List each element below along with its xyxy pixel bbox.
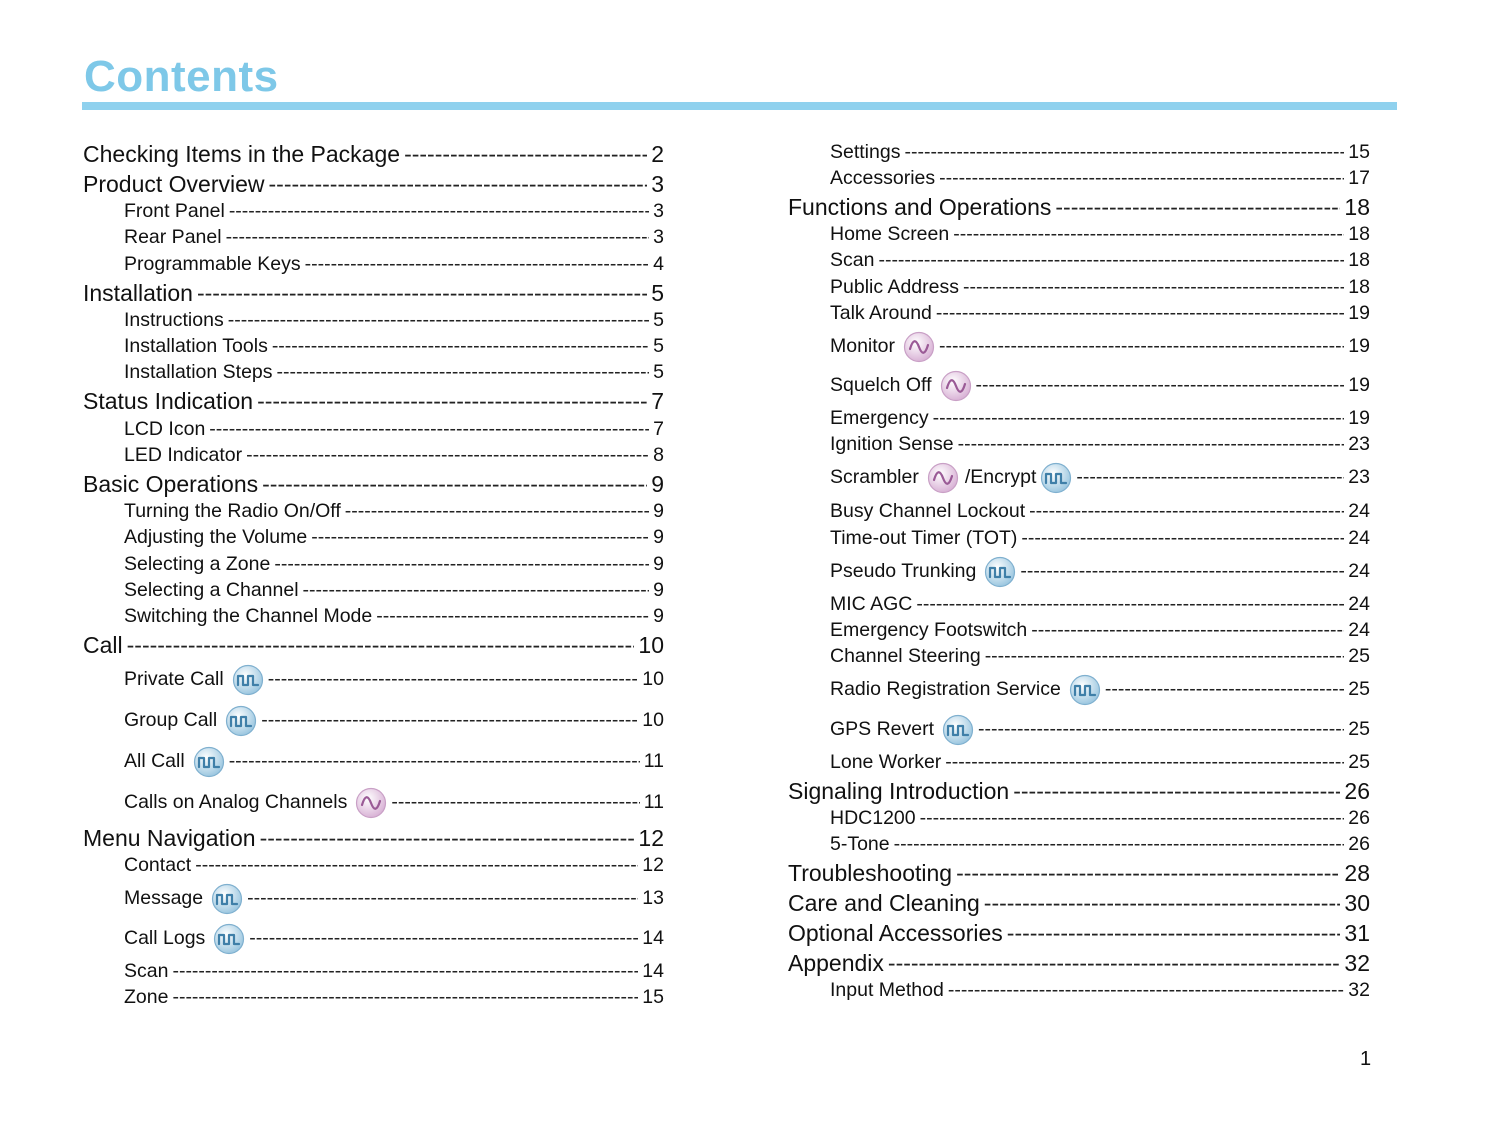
dot-leader [262, 473, 647, 496]
toc-page-number: 8 [653, 444, 664, 467]
toc-page-number: 32 [1348, 979, 1370, 1002]
toc-entry-title: Group Call [124, 709, 218, 732]
toc-page-number: 15 [1348, 141, 1370, 164]
toc-page-number: 18 [1348, 249, 1370, 272]
dot-leader [209, 420, 649, 440]
dot-leader [1020, 562, 1344, 582]
toc-entry-instructions[interactable] [124, 308, 664, 334]
toc-entry-call[interactable] [83, 632, 664, 658]
toc-entry-basic-operations[interactable] [83, 471, 664, 497]
toc-entry-title: Busy Channel Lockout [830, 500, 1026, 523]
dot-leader [1029, 502, 1344, 522]
toc-page-number: 15 [642, 986, 664, 1009]
toc-entry-title: Turning the Radio On/Off [124, 500, 341, 523]
dot-leader [953, 225, 1344, 245]
dot-leader [269, 173, 648, 196]
toc-entry-title: Call [83, 631, 123, 658]
toc-entry-functions-and-operations[interactable] [788, 194, 1370, 220]
toc-entry-lone-worker[interactable] [830, 750, 1370, 776]
toc-entry-title: Menu Navigation [83, 824, 256, 851]
toc-entry-title: Input Method [830, 979, 944, 1002]
toc-entry-emergency-footswitch[interactable] [830, 618, 1370, 644]
toc-entry-pseudo-trunking[interactable] [830, 555, 1370, 589]
toc-entry-led-indicator[interactable] [124, 443, 664, 469]
toc-page-number: 24 [1348, 593, 1370, 616]
toc-entry-contact[interactable] [124, 853, 664, 879]
dot-leader [945, 753, 1344, 773]
digital-icon [984, 556, 1016, 588]
toc-entry-5-tone[interactable] [830, 832, 1370, 858]
toc-page-number: 18 [1348, 223, 1370, 246]
toc-entry-installation-tools[interactable] [124, 334, 664, 360]
dot-leader [249, 929, 638, 949]
toc-page-number: 9 [653, 526, 664, 549]
digital-icon [211, 883, 243, 915]
toc-entry-all-call[interactable] [124, 745, 664, 779]
toc-entry-title: Contact [124, 854, 192, 877]
dot-leader [888, 952, 1340, 975]
dot-leader [229, 202, 649, 222]
page-number: 1 [1360, 1048, 1372, 1070]
toc-entry-title: MIC AGC [830, 593, 913, 616]
toc-entry-turning-the-radio-on-off[interactable] [124, 499, 664, 525]
toc-entry-installation-steps[interactable] [124, 360, 664, 386]
toc-entry-scan[interactable] [124, 959, 664, 985]
toc-page-number: 9 [653, 500, 664, 523]
toc-page-number: 14 [642, 960, 664, 983]
dot-leader [172, 962, 638, 982]
dot-leader [1055, 196, 1340, 219]
toc-entry-title: Lone Worker [830, 751, 942, 774]
toc-entry-title: Ignition Sense [830, 433, 954, 456]
dot-leader [936, 304, 1344, 324]
dot-leader [939, 169, 1344, 189]
toc-page-number: 24 [1348, 527, 1370, 550]
toc-page-number: 9 [651, 470, 664, 497]
toc-entry-busy-channel-lockout[interactable] [830, 499, 1370, 525]
dot-leader [303, 581, 650, 601]
toc-page-number: 25 [1348, 751, 1370, 774]
toc-page-number: 4 [653, 253, 664, 276]
dot-leader [345, 502, 649, 522]
digital-icon [942, 714, 974, 746]
toc-page-number: 14 [642, 927, 664, 950]
toc-page-number: 11 [643, 791, 664, 814]
toc-page-number: 2 [651, 140, 664, 167]
toc-entry-group-call[interactable] [124, 704, 664, 738]
toc-entry-installation[interactable] [83, 280, 664, 306]
toc-page-number: 3 [653, 226, 664, 249]
toc-entry-title: Programmable Keys [124, 253, 301, 276]
dot-leader [311, 528, 649, 548]
toc-entry-radio-registration-service[interactable] [830, 673, 1370, 707]
toc-entry-title: Basic Operations [83, 470, 259, 497]
toc-page-number: 11 [643, 750, 664, 773]
dot-leader [246, 446, 649, 466]
toc-entry-rear-panel[interactable] [124, 225, 664, 251]
dot-leader [1105, 680, 1344, 700]
toc-page-number: 26 [1348, 807, 1370, 830]
toc-entry-title: Adjusting the Volume [124, 526, 308, 549]
dot-leader [976, 376, 1345, 396]
toc-page-number: 10 [638, 631, 664, 658]
toc-entry-accessories[interactable] [830, 166, 1370, 192]
toc-page-number: 26 [1348, 833, 1370, 856]
toc-entry-title: Calls on Analog Channels [124, 791, 348, 814]
dot-leader [197, 282, 647, 305]
toc-entry-talk-around[interactable] [830, 301, 1370, 327]
digital-icon [225, 705, 257, 737]
toc-entry-title: Switching the Channel Mode [124, 605, 373, 628]
toc-entry-message[interactable] [124, 882, 664, 916]
toc-entry-title: Squelch Off [830, 374, 932, 397]
toc-page-number: 9 [653, 553, 664, 576]
dot-leader [226, 228, 650, 248]
toc-entry-title: Talk Around [830, 302, 932, 325]
toc-entry-title: Optional Accessories [788, 919, 1003, 946]
toc-entry-switching-the-channel-mode[interactable] [124, 604, 664, 630]
dot-leader [228, 311, 649, 331]
toc-entry-title: GPS Revert [830, 718, 935, 741]
toc-entry-title: Installation [83, 279, 193, 306]
toc-entry-title: Message [124, 887, 204, 910]
dot-leader [172, 988, 638, 1008]
dot-leader [1031, 621, 1344, 641]
toc-entry-input-method[interactable] [830, 978, 1370, 1004]
toc-page-number: 5 [653, 335, 664, 358]
toc-entry-menu-navigation[interactable] [83, 825, 664, 851]
dot-leader [268, 670, 639, 690]
toc-entry-title: Zone [124, 986, 169, 1009]
dot-leader [963, 278, 1344, 298]
toc-entry-title: Instructions [124, 309, 224, 332]
dot-leader [984, 892, 1341, 915]
toc-entry-troubleshooting[interactable] [788, 860, 1370, 886]
toc-entry-calls-on-analog-channels[interactable] [124, 786, 664, 820]
dot-leader [305, 255, 649, 275]
toc-page-number: 25 [1348, 645, 1370, 668]
toc-entry-title: Troubleshooting [788, 859, 953, 886]
toc-page-number: 3 [651, 170, 664, 197]
toc-entry-title: Scan [124, 960, 169, 983]
toc-entry-monitor[interactable] [830, 330, 1370, 364]
toc-entry-title: Status Indication [83, 387, 254, 414]
dot-leader [195, 856, 638, 876]
toc-entry-title: Home Screen [830, 223, 950, 246]
analog-icon [355, 787, 387, 819]
toc-page-number: 25 [1348, 718, 1370, 741]
dot-leader [1007, 922, 1341, 945]
toc-entry-title: LED Indicator [124, 444, 243, 467]
toc-entry-title: Channel Steering [830, 645, 981, 668]
toc-page-number: 3 [653, 200, 664, 223]
toc-page-number: 19 [1348, 302, 1370, 325]
dot-leader [958, 435, 1345, 455]
toc-page-number: 23 [1348, 433, 1370, 456]
analog-icon [903, 331, 935, 363]
toc-entry-title: Installation Steps [124, 361, 273, 384]
toc-entry-public-address[interactable] [830, 275, 1370, 301]
toc-entry-gps-revert[interactable] [830, 713, 1370, 747]
dot-leader [956, 862, 1340, 885]
toc-entry-settings[interactable] [830, 140, 1370, 166]
toc-entry-title: Monitor [830, 335, 896, 358]
toc-entry-time-out-timer-tot[interactable] [830, 526, 1370, 552]
toc-entry-title: Call Logs [124, 927, 206, 950]
toc-entry-title: Scan [830, 249, 875, 272]
dot-leader [272, 337, 649, 357]
toc-page-number: 24 [1348, 619, 1370, 642]
toc-entry-title: Functions and Operations [788, 193, 1052, 220]
toc-entry-title: Signaling Introduction [788, 777, 1010, 804]
toc-page-number: 7 [651, 387, 664, 414]
dot-leader [247, 889, 638, 909]
toc-entry-title: Emergency Footswitch [830, 619, 1028, 642]
toc-entry-title: Time-out Timer (TOT) [830, 527, 1018, 550]
toc-entry-title: Front Panel [124, 200, 225, 223]
toc-entry-emergency[interactable] [830, 406, 1370, 432]
digital-icon [1069, 674, 1101, 706]
toc-page-number: 25 [1348, 678, 1370, 701]
digital-icon [193, 746, 225, 778]
toc-page-number: 17 [1348, 167, 1370, 190]
toc-entry-channel-steering[interactable] [830, 644, 1370, 670]
toc-page-number: 5 [653, 361, 664, 384]
toc-page-number: 10 [642, 668, 664, 691]
page-title: Contents [84, 52, 279, 101]
dot-leader [948, 981, 1344, 1001]
dot-leader [878, 251, 1344, 271]
dot-leader [1013, 780, 1340, 803]
toc-page-number: 19 [1348, 374, 1370, 397]
toc-entry-adjusting-the-volume[interactable] [124, 525, 664, 551]
toc-page-number: 7 [653, 418, 664, 441]
toc-entry-status-indication[interactable] [83, 388, 664, 414]
toc-entry-lcd-icon[interactable] [124, 417, 664, 443]
toc-entry-selecting-a-channel[interactable] [124, 578, 664, 604]
dot-leader [376, 607, 649, 627]
toc-entry-product-overview[interactable] [83, 171, 664, 197]
toc-entry-title: HDC1200 [830, 807, 916, 830]
toc-entry-title: Radio Registration Service [830, 678, 1061, 701]
toc-entry-title: Checking Items in the Package [83, 140, 401, 167]
toc-entry-title: Selecting a Channel [124, 579, 299, 602]
toc-page-number: 10 [642, 709, 664, 732]
toc-page-number: 19 [1348, 335, 1370, 358]
toc-entry-ignition-sense[interactable] [830, 432, 1370, 458]
toc-entry-title: All Call [124, 750, 185, 773]
dot-leader [404, 143, 647, 166]
toc-entry-title: Rear Panel [124, 226, 222, 249]
toc-page-number: 12 [638, 824, 664, 851]
toc-page-number: 13 [642, 887, 664, 910]
toc-entry-title: Settings [830, 141, 901, 164]
toc-entry-title: Private Call [124, 668, 224, 691]
toc-entry-title: Accessories [830, 167, 936, 190]
toc-entry-checking-items-in-the-package[interactable] [83, 141, 664, 167]
dot-leader [261, 711, 638, 731]
analog-icon [940, 370, 972, 402]
toc-page-number: 26 [1344, 777, 1370, 804]
digital-icon [213, 923, 245, 955]
toc-entry-title: Installation Tools [124, 335, 268, 358]
toc-page-number: 24 [1348, 500, 1370, 523]
toc-page-number: 9 [653, 579, 664, 602]
dot-leader [978, 720, 1344, 740]
toc-entry-title: Appendix [788, 949, 884, 976]
toc-page-number: 28 [1344, 859, 1370, 886]
dot-leader [229, 752, 640, 772]
dot-leader [274, 555, 649, 575]
dot-leader [257, 390, 647, 413]
dot-leader [916, 595, 1344, 615]
toc-entry-programmable-keys[interactable] [124, 252, 664, 278]
toc-entry-title: Public Address [830, 276, 959, 299]
dot-leader [1021, 529, 1344, 549]
toc-entry-title: Pseudo Trunking [830, 560, 977, 583]
toc-page-number: 18 [1348, 276, 1370, 299]
analog-icon [927, 462, 959, 494]
digital-icon [232, 664, 264, 696]
toc-entry-call-logs[interactable] [124, 922, 664, 956]
toc-page-number: 18 [1344, 193, 1370, 220]
toc-page-number: 32 [1344, 949, 1370, 976]
toc-entry-home-screen[interactable] [830, 222, 1370, 248]
toc-entry-front-panel[interactable] [124, 199, 664, 225]
toc-page-number: 24 [1348, 560, 1370, 583]
toc-entry-selecting-a-zone[interactable] [124, 552, 664, 578]
toc-page-number: 5 [651, 279, 664, 306]
dot-leader [939, 337, 1344, 357]
toc-entry-optional-accessories[interactable] [788, 920, 1370, 946]
toc-entry-appendix[interactable] [788, 950, 1370, 976]
toc-entry-hdc1200[interactable] [830, 806, 1370, 832]
dot-leader [985, 647, 1345, 667]
toc-page-number: 12 [642, 854, 664, 877]
dot-leader [260, 827, 635, 850]
toc-entry-signaling-introduction[interactable] [788, 778, 1370, 804]
toc-entry-title: Scrambler [830, 466, 919, 489]
toc-entry-squelch-off[interactable] [830, 369, 1370, 403]
dot-leader [904, 143, 1344, 163]
dot-leader [127, 634, 635, 657]
dot-leader [933, 409, 1345, 429]
dot-leader [1076, 468, 1344, 488]
toc-entry-title-suffix: /Encrypt [964, 466, 1037, 489]
toc-entry-scan[interactable] [830, 248, 1370, 274]
toc-entry-title: Selecting a Zone [124, 553, 271, 576]
toc-entry-title: Product Overview [83, 170, 265, 197]
toc-page-number: 30 [1344, 889, 1370, 916]
toc-entry-scrambler[interactable] [830, 461, 1370, 495]
toc-entry-title: Care and Cleaning [788, 889, 980, 916]
toc-page-number: 5 [653, 309, 664, 332]
toc-page-number: 9 [653, 605, 664, 628]
digital-icon [1040, 462, 1072, 494]
toc-entry-mic-agc[interactable] [830, 592, 1370, 618]
toc-entry-title: Emergency [830, 407, 929, 430]
toc-entry-care-and-cleaning[interactable] [788, 890, 1370, 916]
dot-leader [894, 835, 1345, 855]
dot-leader [920, 809, 1345, 829]
toc-entry-private-call[interactable] [124, 663, 664, 697]
toc-entry-title: LCD Icon [124, 418, 206, 441]
dot-leader [277, 363, 650, 383]
toc-page-number: 19 [1348, 407, 1370, 430]
toc-entry-title: 5-Tone [830, 833, 890, 856]
title-divider [82, 102, 1397, 110]
toc-entry-zone[interactable] [124, 985, 664, 1011]
toc-page-number: 23 [1348, 466, 1370, 489]
dot-leader [391, 793, 639, 813]
toc-page-number: 31 [1344, 919, 1370, 946]
